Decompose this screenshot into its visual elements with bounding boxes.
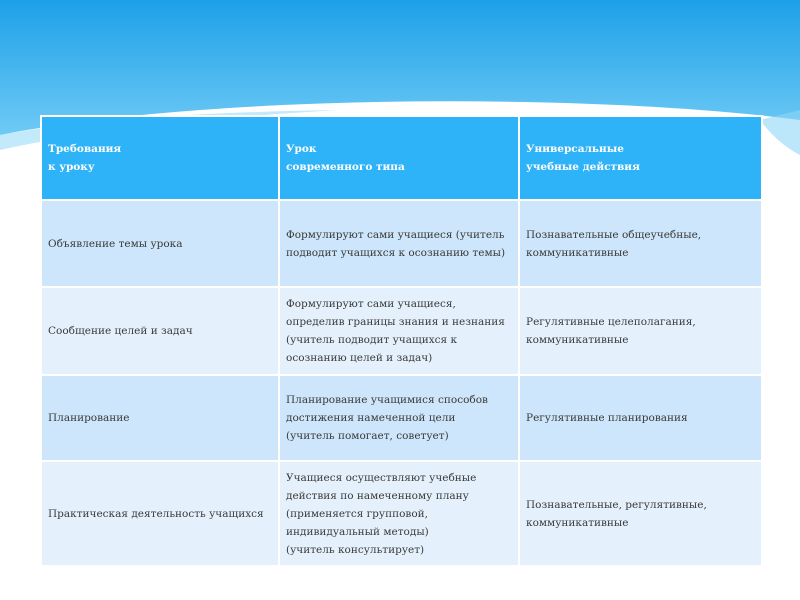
table-row bbox=[41, 287, 762, 375]
table-cell: Объявление темы урока bbox=[41, 200, 279, 287]
table-cell: Планирование учащимися способов достижения намеченной цели (учитель помогает, советует) bbox=[279, 375, 519, 461]
table-row bbox=[41, 461, 762, 566]
header-universal-actions: Универсальные учебные действия bbox=[519, 116, 762, 200]
header-requirements: Требования к уроку bbox=[41, 116, 279, 200]
table-cell: Планирование bbox=[41, 375, 279, 461]
lesson-comparison-table bbox=[40, 115, 763, 567]
table-cell: Регулятивные целеполагания, коммуникативные bbox=[519, 287, 762, 375]
table-cell: Регулятивные планирования bbox=[519, 375, 762, 461]
table-cell: Сообщение целей и задач bbox=[41, 287, 279, 375]
table-header-row bbox=[41, 116, 762, 200]
table-row bbox=[41, 200, 762, 287]
table-row bbox=[41, 375, 762, 461]
table-cell: Формулируют сами учащиеся (учитель подводит учащихся к осознанию темы) bbox=[279, 200, 519, 287]
table-cell: Практическая деятельность учащихся bbox=[41, 461, 279, 566]
table-cell: Формулируют сами учащиеся, определив границы знания и незнания (учитель подводит учащихся к осознанию целей и задач) bbox=[279, 287, 519, 375]
table-cell: Познавательные, регулятивные, коммуникативные bbox=[519, 461, 762, 566]
table-cell: Познавательные общеучебные, коммуникативные bbox=[519, 200, 762, 287]
header-modern-lesson: Урок современного типа bbox=[279, 116, 519, 200]
table-cell: Учащиеся осуществляют учебные действия по намеченному плану (применяется групповой, индивидуальный методы) (учитель консультирует) bbox=[279, 461, 519, 566]
